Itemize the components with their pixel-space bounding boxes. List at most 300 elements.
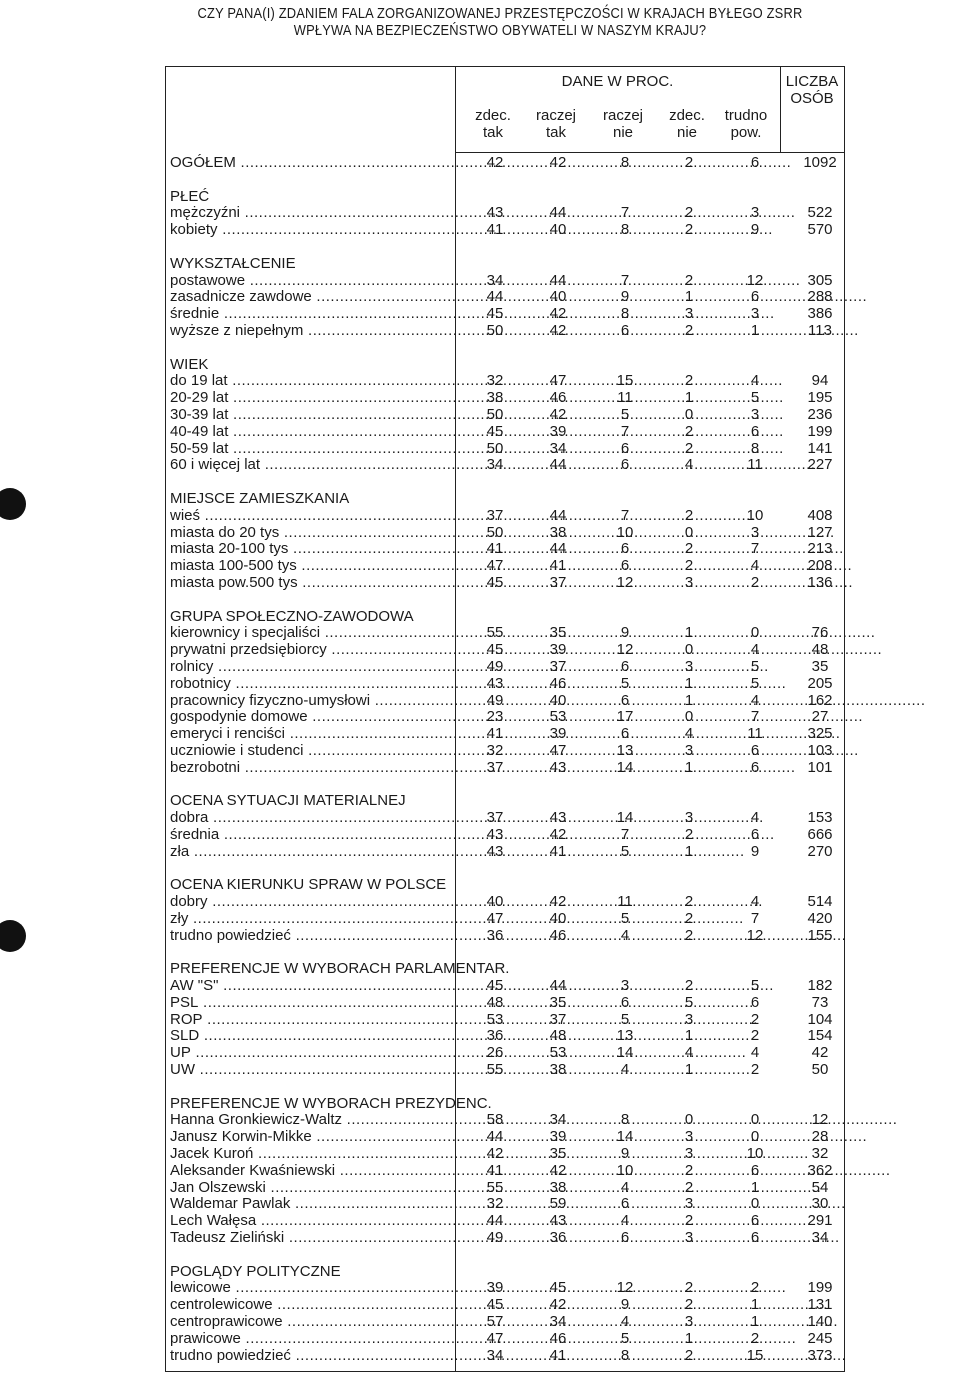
row-label: robotnicy ..... xyxy=(170,676,452,693)
row-value-col-3: 7 xyxy=(620,422,630,440)
row-value-col-1: 49 xyxy=(486,1229,504,1246)
row-value-col-5: 7 xyxy=(750,909,760,927)
row-value-col-2: 44 xyxy=(549,506,567,524)
table-row xyxy=(170,289,845,306)
row-value-col-1: 45 xyxy=(486,641,504,659)
section-heading: PREFERENCJE W WYBORACH PREZYDENC. xyxy=(170,1094,492,1112)
row-value-col-1: 43 xyxy=(486,842,504,860)
row-value-col-5: 5 xyxy=(750,674,760,692)
row-label: Tadeusz Zieliński ..... xyxy=(170,1230,452,1247)
row-count: 12 xyxy=(811,1111,829,1129)
row-value-col-5: 11 xyxy=(747,725,763,743)
header-col-4: zdec. nie xyxy=(669,107,705,141)
row-value-col-1: 41 xyxy=(486,1161,504,1179)
table-row xyxy=(170,1196,845,1213)
row-value-col-2: 48 xyxy=(549,1027,567,1045)
row-count: 208 xyxy=(807,557,833,575)
row-value-col-2: 43 xyxy=(549,1212,567,1230)
table-row xyxy=(170,1348,845,1365)
row-value-col-2: 53 xyxy=(549,1044,567,1062)
row-value-col-1: 26 xyxy=(486,1044,504,1062)
row-value-col-1: 37 xyxy=(486,758,504,776)
row-value-col-1: 41 xyxy=(486,725,504,743)
row-value-col-4: 0 xyxy=(684,1111,694,1129)
row-count: 666 xyxy=(807,825,833,843)
row-value-col-1: 36 xyxy=(486,926,504,944)
row-value-col-3: 6 xyxy=(620,657,630,675)
table-row xyxy=(170,928,845,945)
row-value-col-5: 5 xyxy=(750,389,760,407)
table-row xyxy=(170,625,845,642)
row-value-col-1: 34 xyxy=(486,456,504,474)
row-value-col-1: 38 xyxy=(486,389,504,407)
row-value-col-2: 41 xyxy=(549,842,567,860)
row-value-col-5: 1 xyxy=(750,321,760,339)
row-value-col-4: 0 xyxy=(684,405,694,423)
row-count: 213 xyxy=(807,540,833,558)
row-value-col-5: 6 xyxy=(750,758,760,776)
row-value-col-3: 7 xyxy=(620,825,630,843)
row-value-col-2: 44 xyxy=(549,540,567,558)
row-value-col-3: 12 xyxy=(616,573,634,591)
row-value-col-4: 2 xyxy=(684,204,694,222)
table-row xyxy=(170,390,845,407)
row-value-col-2: 44 xyxy=(549,977,567,995)
row-value-col-2: 37 xyxy=(549,657,567,675)
row-count: 522 xyxy=(807,204,833,222)
section-heading: OCENA KIERUNKU SPRAW W POLSCE xyxy=(170,876,447,894)
row-value-col-1: 32 xyxy=(486,1195,504,1213)
row-value-col-4: 3 xyxy=(684,1145,694,1163)
row-value-col-3: 6 xyxy=(620,993,630,1011)
row-value-col-1: 49 xyxy=(486,691,504,709)
row-label: zasadnicze zawdowe ..... xyxy=(170,289,452,306)
row-count: 28 xyxy=(811,1128,829,1146)
row-value-col-2: 44 xyxy=(549,204,567,222)
row-value-col-4: 3 xyxy=(684,1229,694,1246)
row-value-col-4: 3 xyxy=(684,305,694,323)
row-label: zły ..... xyxy=(170,911,452,928)
row-value-col-4: 2 xyxy=(684,221,694,239)
row-count: 101 xyxy=(807,758,833,776)
row-value-col-3: 13 xyxy=(616,741,634,759)
row-value-col-5: 1 xyxy=(750,1312,760,1330)
row-value-col-4: 2 xyxy=(684,893,694,911)
row-label: 40-49 lat ..... xyxy=(170,424,452,441)
row-value-col-4: 2 xyxy=(684,321,694,339)
punch-hole-top xyxy=(0,488,26,520)
section-heading: PREFERENCJE W WYBORACH PARLAMENTAR. xyxy=(170,960,510,978)
row-value-col-4: 3 xyxy=(684,1010,694,1028)
row-value-col-4: 3 xyxy=(684,657,694,675)
table-row xyxy=(170,541,845,558)
row-count: 32 xyxy=(811,1145,829,1163)
row-value-col-3: 12 xyxy=(616,641,634,659)
row-value-col-2: 40 xyxy=(549,691,567,709)
header-col-3: raczej nie xyxy=(602,107,643,141)
document-title xyxy=(173,5,827,39)
row-value-col-1: 55 xyxy=(486,1178,504,1196)
table-row xyxy=(170,575,845,592)
row-value-col-1: 45 xyxy=(486,305,504,323)
table-row xyxy=(170,222,845,239)
row-value-col-2: 38 xyxy=(549,523,567,541)
section-heading-row xyxy=(170,357,845,374)
row-value-col-2: 35 xyxy=(549,624,567,642)
row-value-col-3: 6 xyxy=(620,1229,630,1246)
section-heading-row xyxy=(170,1096,845,1113)
row-value-col-4: 0 xyxy=(684,641,694,659)
row-label: wyższe z niepełnym ..... xyxy=(170,323,452,340)
row-value-col-1: 55 xyxy=(486,1061,504,1079)
row-label: rolnicy ..... xyxy=(170,659,452,676)
row-value-col-1: 42 xyxy=(486,154,504,171)
row-value-col-2: 42 xyxy=(549,305,567,323)
row-value-col-5: 0 xyxy=(750,1111,760,1129)
section-heading-row xyxy=(170,189,845,206)
row-value-col-4: 5 xyxy=(684,993,694,1011)
row-value-col-2: 36 xyxy=(549,1229,567,1246)
row-value-col-5: 2 xyxy=(750,1010,760,1028)
row-count: 288 xyxy=(807,288,833,306)
row-label: PSL ..... xyxy=(170,995,452,1012)
row-count: 227 xyxy=(807,456,833,474)
table-row xyxy=(170,693,845,710)
row-label: 20-29 lat ..... xyxy=(170,390,452,407)
row-label: centroprawicowe ..... xyxy=(170,1314,452,1331)
row-value-col-5: 4 xyxy=(750,372,760,390)
row-value-col-5: 6 xyxy=(750,154,760,171)
table-row xyxy=(170,155,845,172)
row-value-col-3: 6 xyxy=(620,557,630,575)
row-value-col-1: 34 xyxy=(486,271,504,289)
row-count: 103 xyxy=(807,741,833,759)
row-value-col-4: 2 xyxy=(684,154,694,171)
row-value-col-5: 0 xyxy=(750,1195,760,1213)
row-value-col-2: 34 xyxy=(549,1111,567,1129)
row-value-col-5: 3 xyxy=(750,204,760,222)
row-value-col-4: 1 xyxy=(684,389,694,407)
row-count: 205 xyxy=(807,674,833,692)
table-row xyxy=(170,1163,845,1180)
row-value-col-2: 42 xyxy=(549,1296,567,1314)
row-value-col-5: 10 xyxy=(746,506,764,524)
row-count: 50 xyxy=(811,1061,829,1079)
row-value-col-5: 4 xyxy=(750,641,760,659)
row-value-col-1: 44 xyxy=(486,288,504,306)
table-row xyxy=(170,659,845,676)
row-label: kobiety ..... xyxy=(170,222,452,239)
row-value-col-5: 6 xyxy=(750,741,760,759)
row-value-col-2: 38 xyxy=(549,1178,567,1196)
table-row xyxy=(170,373,845,390)
table-row xyxy=(170,995,845,1012)
row-value-col-1: 44 xyxy=(486,1212,504,1230)
header-count-label: LICZBA OSÓB xyxy=(785,73,839,107)
row-count: 408 xyxy=(807,506,833,524)
row-value-col-3: 8 xyxy=(620,1346,630,1364)
table-row xyxy=(170,1012,845,1029)
row-value-col-2: 46 xyxy=(549,389,567,407)
row-label: uczniowie i studenci ..... xyxy=(170,743,452,760)
row-value-col-5: 6 xyxy=(750,422,760,440)
table-row xyxy=(170,726,845,743)
row-count: 27 xyxy=(811,708,829,726)
row-value-col-1: 55 xyxy=(486,624,504,642)
row-label: mężczyźni ..... xyxy=(170,205,452,222)
row-value-col-1: 45 xyxy=(486,573,504,591)
section-heading: PŁEĆ xyxy=(170,187,210,205)
row-value-col-3: 5 xyxy=(620,405,630,423)
row-label: centrolewicowe ..... xyxy=(170,1297,452,1314)
row-value-col-3: 6 xyxy=(620,456,630,474)
row-count: 270 xyxy=(807,842,833,860)
row-label: Lech Wałęsa ..... xyxy=(170,1213,452,1230)
row-label: Waldemar Pawlak ..... xyxy=(170,1196,452,1213)
table-row xyxy=(170,441,845,458)
row-value-col-5: 3 xyxy=(750,523,760,541)
row-label: UW ..... xyxy=(170,1062,452,1079)
row-value-col-4: 2 xyxy=(684,422,694,440)
row-count: 420 xyxy=(807,909,833,927)
row-label: miasta 100-500 tys ..... xyxy=(170,558,452,575)
row-value-col-5: 3 xyxy=(750,405,760,423)
row-value-col-3: 4 xyxy=(620,1178,630,1196)
row-value-col-4: 2 xyxy=(684,825,694,843)
table-row xyxy=(170,306,845,323)
row-value-col-5: 8 xyxy=(750,439,760,457)
section-heading: WYKSZTAŁCENIE xyxy=(170,254,296,272)
row-label: do 19 lat ..... xyxy=(170,373,452,390)
row-count: 76 xyxy=(811,624,829,642)
row-count: 305 xyxy=(807,271,833,289)
row-value-col-1: 44 xyxy=(486,1128,504,1146)
row-label: Jacek Kuroń ..... xyxy=(170,1146,452,1163)
row-value-col-5: 7 xyxy=(750,708,760,726)
row-label: miasta do 20 tys ..... xyxy=(170,525,452,542)
row-count: 199 xyxy=(807,1279,833,1297)
row-label: trudno powiedzieć ..... xyxy=(170,1348,452,1365)
row-value-col-5: 0 xyxy=(750,1128,760,1146)
row-label: średnia ..... xyxy=(170,827,452,844)
row-value-col-3: 15 xyxy=(616,372,634,390)
row-value-col-2: 35 xyxy=(549,993,567,1011)
row-value-col-4: 2 xyxy=(684,540,694,558)
row-value-col-3: 5 xyxy=(620,674,630,692)
row-value-col-3: 14 xyxy=(616,758,634,776)
row-value-col-2: 42 xyxy=(549,321,567,339)
row-value-col-3: 5 xyxy=(620,1329,630,1347)
table-row xyxy=(170,1297,845,1314)
row-label: UP ..... xyxy=(170,1045,452,1062)
row-value-col-1: 49 xyxy=(486,657,504,675)
row-label: 50-59 lat ..... xyxy=(170,441,452,458)
table-row xyxy=(170,1213,845,1230)
table-row xyxy=(170,760,845,777)
row-value-col-3: 10 xyxy=(616,523,634,541)
row-value-col-5: 6 xyxy=(750,993,760,1011)
row-value-col-3: 6 xyxy=(620,540,630,558)
row-value-col-1: 50 xyxy=(486,321,504,339)
row-label: bezrobotni ..... xyxy=(170,760,452,777)
row-value-col-4: 4 xyxy=(684,725,694,743)
table-row xyxy=(170,642,845,659)
row-value-col-5: 4 xyxy=(750,557,760,575)
row-value-col-1: 23 xyxy=(486,708,504,726)
row-value-col-4: 2 xyxy=(684,1346,694,1364)
row-label: gospodynie domowe ..... xyxy=(170,709,452,726)
title-line-1: CZY PANA(I) ZDANIEM FALA ZORGANIZOWANEJ PRZESTĘPCZOŚCI W KRAJACH BYŁEGO ZSRR xyxy=(197,5,803,22)
row-value-col-5: 2 xyxy=(750,1061,760,1079)
row-label: Hanna Gronkiewicz-Waltz ..... xyxy=(170,1112,452,1129)
row-value-col-3: 5 xyxy=(620,1010,630,1028)
row-value-col-3: 4 xyxy=(620,1212,630,1230)
row-value-col-4: 2 xyxy=(684,1212,694,1230)
row-value-col-3: 12 xyxy=(616,1279,634,1297)
row-label: miasta pow.500 tys ..... xyxy=(170,575,452,592)
section-heading: GRUPA SPOŁECZNO-ZAWODOWA xyxy=(170,607,414,625)
header-divider xyxy=(455,152,845,153)
row-value-col-3: 9 xyxy=(620,1296,630,1314)
row-label: Jan Olszewski ..... xyxy=(170,1180,452,1197)
row-value-col-4: 0 xyxy=(684,708,694,726)
row-value-col-2: 47 xyxy=(549,741,567,759)
row-count: 34 xyxy=(811,1229,829,1246)
row-value-col-3: 6 xyxy=(620,1195,630,1213)
row-value-col-2: 43 xyxy=(549,809,567,827)
table-row xyxy=(170,743,845,760)
row-label: trudno powiedzieć ..... xyxy=(170,928,452,945)
row-label: pracownicy fizyczno-umysłowi ..... xyxy=(170,693,452,710)
section-heading-row xyxy=(170,609,845,626)
row-value-col-2: 37 xyxy=(549,573,567,591)
row-value-col-5: 0 xyxy=(750,624,760,642)
table-row xyxy=(170,407,845,424)
row-value-col-2: 43 xyxy=(549,758,567,776)
table-row xyxy=(170,525,845,542)
row-count: 325 xyxy=(807,725,833,743)
row-value-col-2: 44 xyxy=(549,456,567,474)
row-count: 140 xyxy=(807,1312,833,1330)
row-count: 162 xyxy=(807,691,833,709)
row-count: 73 xyxy=(811,993,829,1011)
row-count: 127 xyxy=(807,523,833,541)
table-row xyxy=(170,457,845,474)
row-value-col-1: 41 xyxy=(486,221,504,239)
row-label: 30-39 lat ..... xyxy=(170,407,452,424)
row-count: 386 xyxy=(807,305,833,323)
row-value-col-1: 57 xyxy=(486,1312,504,1330)
table-row xyxy=(170,1129,845,1146)
table-row xyxy=(170,1314,845,1331)
row-value-col-3: 7 xyxy=(620,506,630,524)
row-value-col-2: 38 xyxy=(549,1061,567,1079)
row-value-col-3: 6 xyxy=(620,321,630,339)
table-row xyxy=(170,827,845,844)
row-value-col-4: 3 xyxy=(684,1128,694,1146)
row-count: 245 xyxy=(807,1329,833,1347)
row-value-col-5: 4 xyxy=(750,809,760,827)
row-value-col-3: 17 xyxy=(616,708,634,726)
section-heading-row xyxy=(170,491,845,508)
row-value-col-2: 34 xyxy=(549,1312,567,1330)
row-count: 153 xyxy=(807,809,833,827)
row-value-col-4: 1 xyxy=(684,691,694,709)
row-value-col-2: 42 xyxy=(549,1161,567,1179)
table-row xyxy=(170,1280,845,1297)
row-value-col-2: 45 xyxy=(549,1279,567,1297)
section-heading: OCENA SYTUACJI MATERIALNEJ xyxy=(170,792,406,810)
row-value-col-3: 6 xyxy=(620,439,630,457)
row-value-col-1: 43 xyxy=(486,204,504,222)
row-value-col-4: 2 xyxy=(684,439,694,457)
row-value-col-4: 2 xyxy=(684,977,694,995)
row-value-col-2: 42 xyxy=(549,405,567,423)
row-value-col-3: 7 xyxy=(620,204,630,222)
row-value-col-1: 37 xyxy=(486,809,504,827)
row-count: 136 xyxy=(807,573,833,591)
row-value-col-4: 2 xyxy=(684,1178,694,1196)
row-value-col-3: 4 xyxy=(620,926,630,944)
row-value-col-1: 32 xyxy=(486,372,504,390)
row-value-col-3: 3 xyxy=(620,977,630,995)
table-row xyxy=(170,1180,845,1197)
row-value-col-5: 12 xyxy=(746,926,764,944)
punch-hole-bottom xyxy=(0,920,26,952)
row-value-col-1: 41 xyxy=(486,540,504,558)
row-value-col-4: 1 xyxy=(684,674,694,692)
table-row xyxy=(170,273,845,290)
row-value-col-5: 1 xyxy=(750,1178,760,1196)
table-row xyxy=(170,1028,845,1045)
row-count: 131 xyxy=(807,1296,833,1314)
section-heading-row xyxy=(170,256,845,273)
row-value-col-3: 7 xyxy=(620,271,630,289)
table-row xyxy=(170,1062,845,1079)
row-value-col-1: 36 xyxy=(486,1027,504,1045)
row-value-col-3: 10 xyxy=(616,1161,634,1179)
row-label: ROP ..... xyxy=(170,1012,452,1029)
row-value-col-5: 5 xyxy=(750,977,760,995)
row-label: OGÓŁEM ..... xyxy=(170,155,452,172)
row-value-col-1: 53 xyxy=(486,1010,504,1028)
row-value-col-5: 2 xyxy=(750,1027,760,1045)
row-value-col-2: 46 xyxy=(549,1329,567,1347)
row-label: dobra ..... xyxy=(170,810,452,827)
row-count: 236 xyxy=(807,405,833,423)
table-row xyxy=(170,1112,845,1129)
row-value-col-5: 6 xyxy=(750,1212,760,1230)
table-row xyxy=(170,1146,845,1163)
row-value-col-4: 2 xyxy=(684,1161,694,1179)
row-count: 1092 xyxy=(803,154,837,171)
row-value-col-5: 9 xyxy=(750,842,760,860)
row-value-col-1: 32 xyxy=(486,741,504,759)
row-count: 35 xyxy=(811,657,829,675)
row-value-col-1: 50 xyxy=(486,405,504,423)
row-value-col-1: 37 xyxy=(486,506,504,524)
table-row xyxy=(170,205,845,222)
row-value-col-4: 0 xyxy=(684,523,694,541)
title-line-2: WPŁYWA NA BEZPIECZEŃSTWO OBYWATELI W NASZYM KRAJU? xyxy=(293,22,707,39)
row-value-col-4: 2 xyxy=(684,1296,694,1314)
table-row xyxy=(170,1230,845,1247)
row-value-col-3: 11 xyxy=(617,893,633,911)
header-col-2: raczej tak xyxy=(535,107,576,141)
table-row xyxy=(170,709,845,726)
row-value-col-2: 35 xyxy=(549,1145,567,1163)
row-value-col-4: 1 xyxy=(684,758,694,776)
